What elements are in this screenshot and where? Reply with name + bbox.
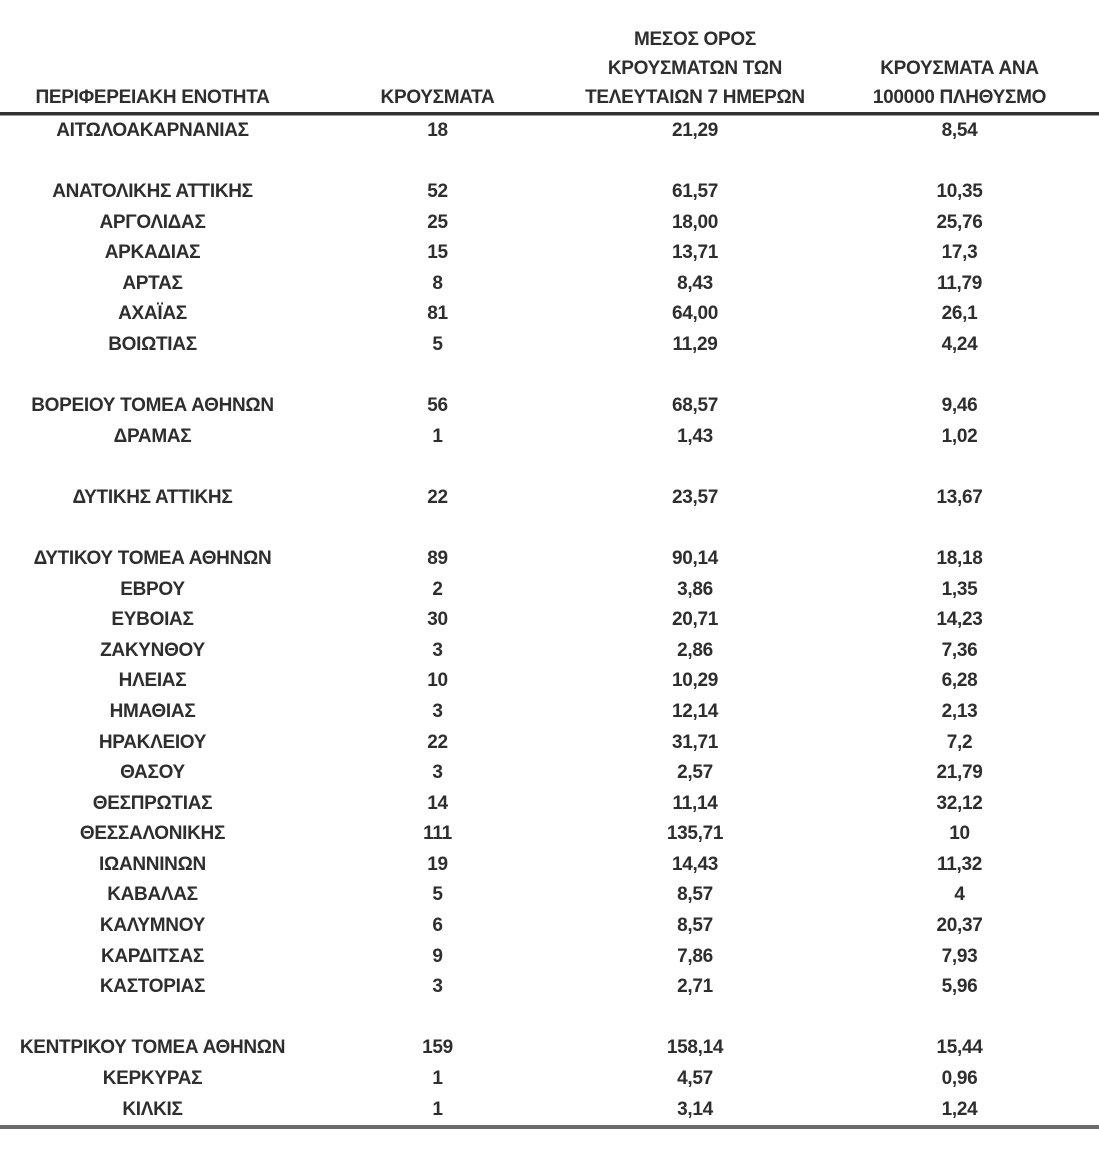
- per100k-cell: 32,12: [936, 792, 983, 814]
- col-header-cases: [305, 24, 570, 112]
- cases-cell: 10: [427, 670, 448, 692]
- per100k-cell: 10,35: [936, 181, 983, 203]
- col-header-avg7: [570, 24, 820, 112]
- cases-cell: 3: [432, 700, 443, 722]
- col-header-region: [0, 24, 305, 112]
- per100k-cell: 14,23: [936, 609, 983, 631]
- cases-cell: 22: [427, 486, 448, 508]
- avg7-cell: 8,57: [677, 915, 713, 937]
- col-header-cases-label: ΚΡΟΥΣΜΑΤΑ: [380, 87, 495, 108]
- table-row: [0, 728, 1099, 759]
- cases-cell: 56: [427, 395, 448, 417]
- cases-cell: 30: [427, 609, 448, 631]
- cases-cell: 22: [427, 731, 448, 753]
- bottom-divider: [0, 1125, 1099, 1129]
- table-row: [0, 819, 1099, 850]
- table-row: [0, 636, 1099, 667]
- region-cell: ΔΡΑΜΑΣ: [113, 425, 192, 447]
- per100k-cell: 8,54: [941, 120, 978, 141]
- cases-cell: 18: [427, 120, 448, 141]
- table-row: [0, 238, 1099, 269]
- table-row: [0, 177, 1099, 208]
- avg7-cell: 11,29: [672, 334, 718, 356]
- table-body: [0, 116, 1099, 1125]
- cases-cell: 5: [432, 334, 443, 356]
- per100k-cell: 7,2: [946, 731, 973, 753]
- avg7-cell: 21,29: [671, 120, 719, 141]
- cases-cell: 8: [432, 272, 443, 294]
- region-cell: ΑΡΤΑΣ: [122, 272, 183, 294]
- region-cell: ΚΑΡΔΙΤΣΑΣ: [100, 945, 205, 967]
- cases-cell: 6: [432, 915, 443, 937]
- per100k-cell: 1,35: [941, 578, 978, 600]
- per100k-cell: 4,24: [941, 334, 978, 356]
- spacer-row: [0, 361, 1099, 392]
- region-cell: ΒΟΙΩΤΙΑΣ: [108, 334, 197, 356]
- region-cell: ΚΕΡΚΥΡΑΣ: [102, 1067, 203, 1089]
- table-row: [0, 972, 1099, 1003]
- avg7-cell: 4,57: [677, 1067, 713, 1089]
- cases-cell: 15: [427, 242, 448, 264]
- per100k-cell: 13,67: [936, 486, 983, 508]
- per100k-cell: 10: [949, 823, 970, 845]
- region-cell: ΗΡΑΚΛΕΙΟΥ: [98, 731, 207, 753]
- per100k-cell: 2,13: [941, 700, 978, 722]
- avg7-cell: 20,71: [671, 609, 719, 631]
- table-row: [0, 422, 1099, 453]
- per100k-cell: 7,36: [941, 639, 978, 661]
- table-row: [0, 483, 1099, 514]
- avg7-cell: 90,14: [671, 548, 719, 570]
- region-cell: ΑΝΑΤΟΛΙΚΗΣ ΑΤΤΙΚΗΣ: [52, 181, 253, 203]
- cases-cell: 2: [432, 578, 443, 600]
- region-cell: ΑΧΑΪΑΣ: [118, 303, 187, 325]
- cases-cell: 3: [432, 762, 443, 784]
- avg7-cell: 2,57: [677, 762, 713, 784]
- per100k-cell: 5,96: [941, 976, 978, 998]
- region-cell: ΚΙΛΚΙΣ: [122, 1098, 183, 1120]
- col-header-per100k-line2: 100000 ΠΛΗΘΥΣΜΟ: [872, 87, 1047, 108]
- cases-cell: 159: [422, 1037, 453, 1059]
- cases-cell: 1: [432, 1098, 443, 1120]
- region-cell: ΔΥΤΙΚΗΣ ΑΤΤΙΚΗΣ: [72, 486, 233, 508]
- region-cell: ΚΑΒΑΛΑΣ: [107, 884, 198, 906]
- region-cell: ΗΛΕΙΑΣ: [118, 670, 187, 692]
- avg7-cell: 31,71: [671, 731, 719, 753]
- avg7-cell: 3,14: [677, 1098, 713, 1120]
- region-cell: ΗΜΑΘΙΑΣ: [109, 700, 196, 722]
- per100k-cell: 0,96: [941, 1067, 978, 1089]
- avg7-cell: 2,71: [677, 976, 713, 998]
- cases-cell: 14: [427, 792, 448, 814]
- table-header: [0, 24, 1099, 112]
- cases-cell: 19: [427, 853, 448, 875]
- col-header-avg7-line3: ΤΕΛΕΥΤΑΙΩΝ 7 ΗΜΕΡΩΝ: [585, 87, 805, 108]
- per100k-cell: 17,3: [941, 242, 978, 264]
- spacer-row: [0, 147, 1099, 178]
- cases-cell: 1: [432, 425, 443, 447]
- table-row: [0, 544, 1099, 575]
- col-header-avg7-line1: ΜΕΣΟΣ ΟΡΟΣ: [634, 29, 756, 50]
- table-row: [0, 391, 1099, 422]
- per100k-cell: 26,1: [941, 303, 978, 325]
- table-row: [0, 850, 1099, 881]
- per100k-cell: 7,93: [941, 945, 978, 967]
- cases-cell: 3: [432, 976, 443, 998]
- region-cell: ΑΡΓΟΛΙΔΑΣ: [99, 211, 206, 233]
- avg7-cell: 135,71: [666, 823, 724, 845]
- cases-cell: 1: [432, 1067, 443, 1089]
- per100k-cell: 15,44: [936, 1037, 983, 1059]
- per100k-cell: 11,79: [937, 272, 982, 294]
- cases-cell: 9: [432, 945, 443, 967]
- region-cell: ΚΑΣΤΟΡΙΑΣ: [99, 976, 206, 998]
- region-cell: ΔΥΤΙΚΟΥ ΤΟΜΕΑ ΑΘΗΝΩΝ: [33, 548, 272, 570]
- avg7-cell: 3,86: [677, 578, 713, 600]
- table-row: [0, 666, 1099, 697]
- avg7-cell: 13,71: [671, 242, 719, 264]
- region-cell: ΙΩΑΝΝΙΝΩΝ: [99, 853, 206, 875]
- avg7-cell: 12,14: [671, 700, 719, 722]
- per100k-cell: 4: [954, 884, 965, 906]
- col-header-region-label: ΠΕΡΙΦΕΡΕΙΑΚΗ ΕΝΟΤΗΤΑ: [35, 87, 270, 108]
- region-cell: ΘΕΣΠΡΩΤΙΑΣ: [92, 792, 213, 814]
- per100k-cell: 25,76: [936, 211, 983, 233]
- avg7-cell: 8,57: [677, 884, 713, 906]
- region-cell: ΘΕΣΣΑΛΟΝΙΚΗΣ: [79, 823, 226, 845]
- per100k-cell: 18,18: [936, 548, 983, 570]
- avg7-cell: 18,00: [671, 211, 719, 233]
- table-row: [0, 299, 1099, 330]
- cases-cell: 25: [427, 211, 448, 233]
- region-cell: ΑΡΚΑΔΙΑΣ: [104, 242, 201, 264]
- table-row: [0, 697, 1099, 728]
- table-row: [0, 911, 1099, 942]
- per100k-cell: 1,02: [941, 425, 978, 447]
- table-row: [0, 789, 1099, 820]
- per100k-cell: 11,32: [937, 853, 982, 875]
- col-header-avg7-line2: ΚΡΟΥΣΜΑΤΩΝ ΤΩΝ: [607, 58, 783, 79]
- per100k-cell: 20,37: [936, 915, 983, 937]
- avg7-cell: 2,86: [677, 639, 713, 661]
- table-row: [0, 1064, 1099, 1095]
- per100k-cell: 1,24: [941, 1098, 978, 1120]
- region-cell: ΒΟΡΕΙΟΥ ΤΟΜΕΑ ΑΘΗΝΩΝ: [31, 395, 274, 417]
- spacer-row: [0, 1003, 1099, 1034]
- table-row: [0, 880, 1099, 911]
- table-row: [0, 208, 1099, 239]
- avg7-cell: 11,14: [672, 792, 718, 814]
- region-cell: ΕΥΒΟΙΑΣ: [111, 609, 194, 631]
- avg7-cell: 158,14: [666, 1037, 724, 1059]
- region-cell: ΘΑΣΟΥ: [120, 762, 185, 784]
- region-cell: ΚΑΛΥΜΝΟΥ: [99, 915, 206, 937]
- avg7-cell: 64,00: [671, 303, 719, 325]
- avg7-cell: 23,57: [671, 486, 719, 508]
- cases-cell: 3: [432, 639, 443, 661]
- spacer-row: [0, 452, 1099, 483]
- cases-cell: 81: [427, 303, 448, 325]
- avg7-cell: 1,43: [677, 425, 713, 447]
- avg7-cell: 14,43: [671, 853, 719, 875]
- table-row: [0, 1033, 1099, 1064]
- cases-cell: 89: [427, 548, 448, 570]
- avg7-cell: 7,86: [677, 945, 713, 967]
- table-row: [0, 575, 1099, 606]
- region-cell: ΚΕΝΤΡΙΚΟΥ ΤΟΜΕΑ ΑΘΗΝΩΝ: [19, 1037, 286, 1059]
- avg7-cell: 8,43: [677, 272, 713, 294]
- col-header-per100k: [820, 24, 1099, 112]
- table-row: [0, 330, 1099, 361]
- region-cell: ΖΑΚΥΝΘΟΥ: [100, 639, 205, 661]
- avg7-cell: 10,29: [671, 670, 719, 692]
- per100k-cell: 21,79: [936, 762, 983, 784]
- table-row: [0, 605, 1099, 636]
- table-row: [0, 1095, 1099, 1126]
- per100k-cell: 6,28: [941, 670, 978, 692]
- cases-cell: 5: [432, 884, 443, 906]
- avg7-cell: 68,57: [671, 395, 719, 417]
- region-cell: ΑΙΤΩΛΟΑΚΑΡΝΑΝΙΑΣ: [56, 120, 249, 141]
- table-row: [0, 758, 1099, 789]
- table-row: [0, 269, 1099, 300]
- cases-cell: 111: [423, 823, 452, 845]
- per100k-cell: 9,46: [941, 395, 978, 417]
- col-header-per100k-line1: ΚΡΟΥΣΜΑΤΑ ΑΝΑ: [880, 58, 1039, 79]
- spacer-row: [0, 514, 1099, 545]
- table-row: [0, 116, 1099, 147]
- cases-cell: 52: [427, 181, 448, 203]
- region-cell: ΕΒΡΟΥ: [120, 578, 185, 600]
- avg7-cell: 61,57: [671, 181, 719, 203]
- table-row: [0, 942, 1099, 973]
